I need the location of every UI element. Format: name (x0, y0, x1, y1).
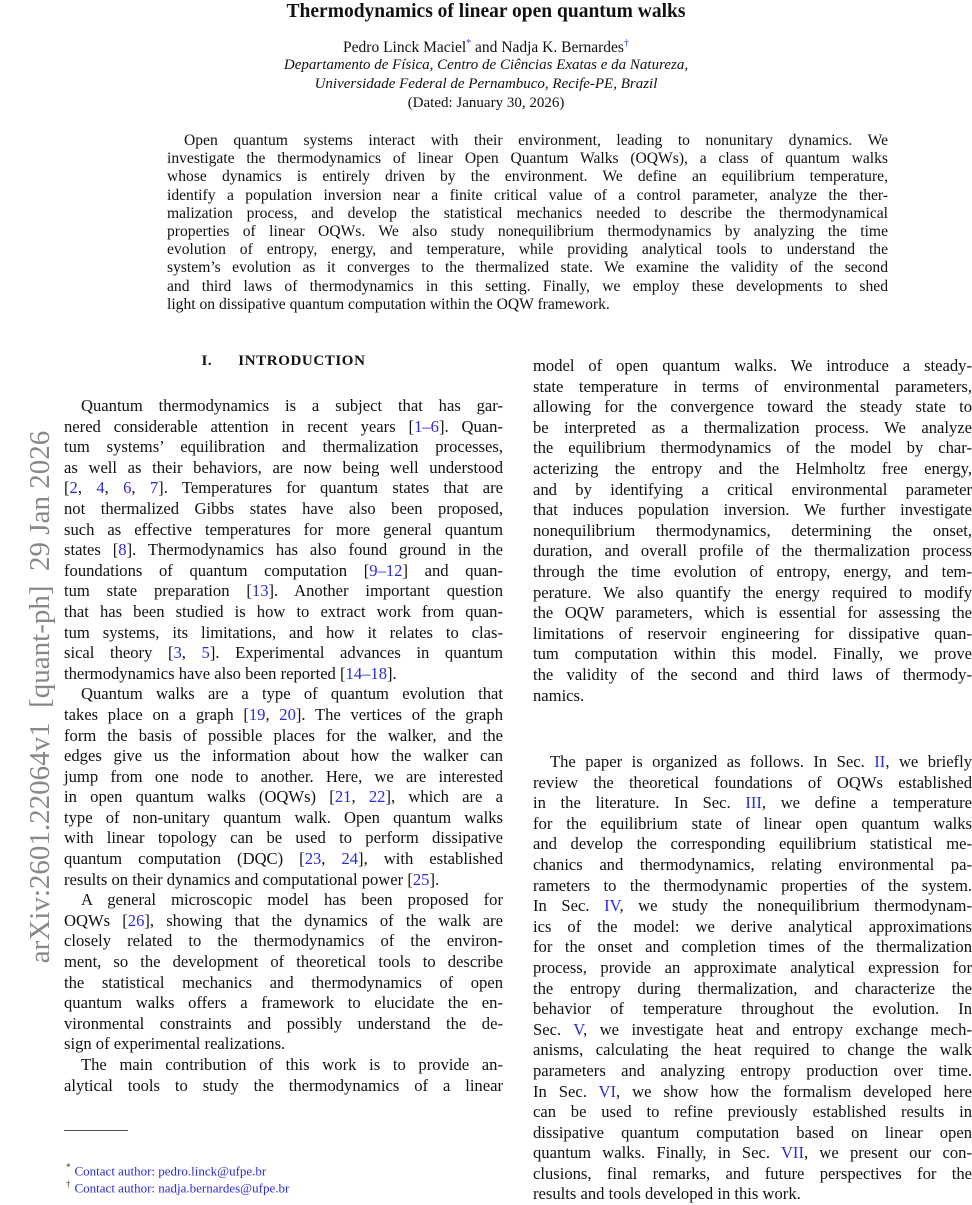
text-line: whose dynamics is entirely driven by the environment. We define an equilibrium temperature, (167, 168, 888, 186)
section-link[interactable]: V (573, 1019, 584, 1039)
text-line: Open quantum systems interact with their environment, leading to nonunitary dynamics. We (184, 132, 888, 149)
section-heading (64, 353, 503, 370)
text-line: clusions, final remarks, and future perspectives for the (533, 1163, 972, 1183)
text-line: for the equilibrium state of linear open quantum walks (533, 813, 972, 833)
citation-link[interactable]: 6 (123, 478, 132, 498)
text-line: the equilibrium thermodynamics of the model by char- (533, 438, 972, 458)
text-line: foundations of quantum computation [9–12] and quan- (64, 560, 503, 580)
citation-link[interactable]: 9–12 (369, 560, 403, 580)
text-line: investigate the thermodynamics of linear Open Quantum Walks (OQWs), a class of quantum walks (167, 150, 888, 168)
text-line: The main contribution of this work is to provide an- (81, 1055, 503, 1074)
citation-link[interactable]: 19 (248, 704, 266, 724)
text-line: alytical tools to study the thermodynamics of a linear (64, 1075, 503, 1095)
citation-link[interactable]: 21 (334, 787, 352, 807)
text-line: be interpreted as a thermalization process. We analyze (533, 417, 972, 437)
text-line: process, provide an approximate analytical expression for (533, 957, 972, 977)
text-line: the statistical mechanics and thermodynamics of open (64, 972, 503, 992)
footnote-divider (64, 1130, 128, 1131)
citation-link[interactable]: 2 (69, 478, 78, 498)
text-line: that has been studied is how to extract work from quan- (64, 601, 503, 621)
text-line: thermodynamics have also been reported [14–18]. (64, 663, 397, 683)
citation-link[interactable]: 26 (127, 910, 145, 930)
section-number: I. (201, 353, 213, 369)
author-separator: and (471, 39, 502, 57)
text-line: system’s evolution as it converges to the thermalized state. We examine the validity of the second (167, 259, 888, 277)
text-line: through the time evolution of entropy, energy, and tem- (533, 561, 972, 581)
footnote-mark: * (66, 1162, 71, 1172)
text-line: the entropy during thermalization, and characterize the (533, 978, 972, 998)
citation-link[interactable]: 25 (412, 869, 430, 889)
text-line: quantum walks. Finally, in Sec. VII, we present our con- (533, 1143, 972, 1163)
text-line: parameters and analyzing entropy production over time. (533, 1060, 972, 1080)
text-line: rameters to the thermodynamic properties of the system. (533, 875, 972, 895)
text-line: type of non-unitary quantum walk. Open quantum walks (64, 807, 503, 827)
right-column-text (533, 356, 972, 706)
text-line: Quantum thermodynamics is a subject that has gar- (81, 396, 503, 415)
citation-link[interactable]: 20 (279, 704, 296, 724)
text-line: such as effective temperatures for more general quantum (64, 519, 503, 539)
text-line: quantum walks offers a framework to elucidate the en- (64, 993, 503, 1013)
text-line: with linear topology can be used to perform dissipative (64, 828, 503, 848)
text-line: tum computation within this model. Finally, we prove (533, 644, 972, 664)
affiliation-line: Universidade Federal de Pernambuco, Recife-PE, Brazil (314, 76, 658, 92)
text-line: model of open quantum walks. We introduce a steady- (533, 356, 972, 375)
text-line: limitations of reservoir engineering for dissipative quan- (533, 623, 972, 643)
text-line: The paper is organized as follows. In Sec. II, we briefly (550, 752, 972, 771)
text-line: A general microscopic model has been proposed for (81, 890, 503, 910)
email-link[interactable]: Contact author: nadja.bernardes@ufpe.br (74, 1180, 290, 1196)
text-line: ics of the model: we derive analytical approximations (533, 916, 972, 936)
text-line: and third laws of thermodynamics in this setting. Finally, we employ these developments to shed (167, 277, 888, 295)
text-line: OQWs [26], showing that the dynamics of the walk are (64, 910, 503, 930)
affiliation-line: Departamento de Física, Centro de Ciências Exatas e da Natureza, (283, 57, 689, 73)
text-line: nonequilibrium thermodynamics, determining the onset, (533, 520, 972, 540)
text-line: duration, and overall profile of the thermalization process (533, 541, 972, 561)
text-line: dissipative quantum computation based on linear open (533, 1122, 972, 1142)
footnote-mark-link[interactable]: † (623, 38, 629, 49)
text-line: form the basis of possible places for the walker, and the (64, 725, 503, 745)
text-line: results and tools developed in this work. (533, 1184, 801, 1204)
text-line: identify a population inversion near a finite critical value of a control parameter, analyze the ther- (167, 186, 888, 204)
text-line: quantum computation (DQC) [23, 24], with established (64, 849, 503, 869)
right-column-text (533, 752, 972, 1205)
text-line: can be used to refine previously established results in (533, 1102, 972, 1122)
footnote-mark-link[interactable]: * (466, 38, 472, 49)
footnote (66, 1176, 289, 1196)
text-line: chanics and thermodynamics, relating environmental pa- (533, 854, 972, 874)
citation-link[interactable]: 3 (173, 643, 182, 663)
citation-link[interactable]: 23 (304, 849, 322, 869)
text-line: that induces population inversion. We further investigate (533, 500, 972, 520)
text-line: and develop the corresponding equilibrium statistical me- (533, 834, 972, 854)
text-line: as well as their behaviors, are now being well understood (64, 457, 503, 477)
text-line: behavior of temperature throughout the evolution. In (533, 999, 972, 1019)
text-line: evolution of entropy, energy, and temperature, while providing analytical tools to understand the (167, 241, 888, 259)
text-line: the validity of the second and third laws of thermody- (533, 664, 972, 684)
text-line: tum systems’ equilibration and thermalization processes, (64, 437, 503, 457)
text-line: nered considerable attention in recent years [1–6]. Quan- (64, 416, 503, 436)
abstract (167, 132, 888, 314)
citation-link[interactable]: 14–18 (345, 663, 388, 683)
text-line: vironmental constraints and possibly understand the de- (64, 1013, 503, 1033)
author-name: Pedro Linck Maciel (343, 39, 467, 57)
citation-link[interactable]: 7 (149, 478, 159, 498)
text-line: namics. (533, 685, 585, 705)
text-line: properties of linear OQWs. We also study nonequilibrium thermodynamics by analyzing the time (167, 222, 888, 240)
text-line: tum systems, its limitations, and how it relates to clas- (64, 622, 503, 642)
text-line: for the onset and completion times of the thermalization (533, 937, 972, 957)
text-line: in the literature. In Sec. III, we define a temperature (533, 793, 972, 813)
author-name: Nadja K. Bernardes (501, 39, 624, 57)
text-line: tum state preparation [13]. Another important question (64, 581, 503, 601)
paper-title: Thermodynamics of linear open quantum walks (286, 1, 686, 22)
text-line: takes place on a graph [19, 20]. The vertices of the graph (64, 704, 503, 724)
section-link[interactable]: VII (780, 1143, 804, 1163)
text-line: the OQW parameters, which is essential for assessing the (533, 603, 972, 623)
text-line: allowing for the convergence toward the steady state to (533, 397, 972, 417)
section-link[interactable]: VI (598, 1081, 617, 1101)
text-line: jump from one node to another. Here, we are interested (64, 766, 503, 786)
text-line: In Sec. VI, we show how the formalism developed here (533, 1081, 972, 1101)
text-line: state temperature in terms of environmental parameters, (533, 376, 972, 396)
text-line: states [8]. Thermodynamics has also found ground in the (64, 540, 503, 560)
section-title: INTRODUCTION (238, 353, 366, 369)
text-line: anisms, calculating the heat required to change the walk (533, 1040, 972, 1060)
text-line: Quantum walks are a type of quantum evolution that (81, 684, 503, 704)
left-column-text (64, 396, 503, 1096)
section-link[interactable]: IV (604, 896, 620, 916)
footnote-mark: † (66, 1179, 71, 1189)
arxiv-identifier-stamp: arXiv:2601.22064v1 [quant-ph] 29 Jan 2026 (24, 430, 56, 964)
text-line: light on dissipative quantum computation within the OQW framework. (167, 295, 610, 313)
text-line: review the theoretical foundations of OQWs established (533, 772, 972, 792)
citation-link[interactable]: 5 (201, 643, 210, 663)
citation-link[interactable]: 22 (368, 787, 386, 807)
text-line: [2, 4, 6, 7]. Temperatures for quantum states that are (64, 478, 504, 498)
text-line: and by identifying a critical environmental parameter (533, 479, 972, 499)
citation-link[interactable]: 13 (251, 581, 269, 601)
text-line: edges give us the information about how the walker can (64, 746, 503, 766)
text-line: results on their dynamics and computational power [25]. (64, 869, 440, 889)
section-link[interactable]: III (745, 793, 762, 813)
text-line: malization process, and develop the statistical mechanics needed to describe the thermodynamical (167, 204, 888, 222)
text-line: not thermalized Gibbs states have also been proposed, (64, 498, 503, 518)
text-line: sign of experimental realizations. (64, 1034, 286, 1054)
date-line: (Dated: January 30, 2026) (407, 95, 565, 111)
text-line: In Sec. IV, we study the nonequilibrium thermodynam- (533, 896, 972, 916)
section-link[interactable]: II (874, 752, 886, 771)
citation-link[interactable]: 1–6 (414, 416, 439, 436)
author-list (0, 34, 972, 58)
text-line: in open quantum walks (OQWs) [21, 22], which are a (64, 787, 504, 807)
text-line: sical theory [3, 5]. Experimental advances in quantum (64, 643, 503, 663)
citation-link[interactable]: 4 (96, 478, 105, 498)
text-line: closely related to the thermodynamics of the environ- (64, 931, 503, 951)
text-line: ment, so the development of theoretical tools to describe (64, 952, 503, 972)
text-line: perature. We also quantify the energy required to modify (533, 582, 972, 602)
text-line: acterizing the entropy and the Helmholtz free energy, (533, 458, 972, 478)
text-line: Sec. V, we investigate heat and entropy exchange mech- (533, 1019, 972, 1039)
citation-link[interactable]: 8 (118, 540, 127, 560)
citation-link[interactable]: 24 (341, 849, 359, 869)
email-link[interactable]: Contact author: pedro.linck@ufpe.br (74, 1163, 267, 1179)
